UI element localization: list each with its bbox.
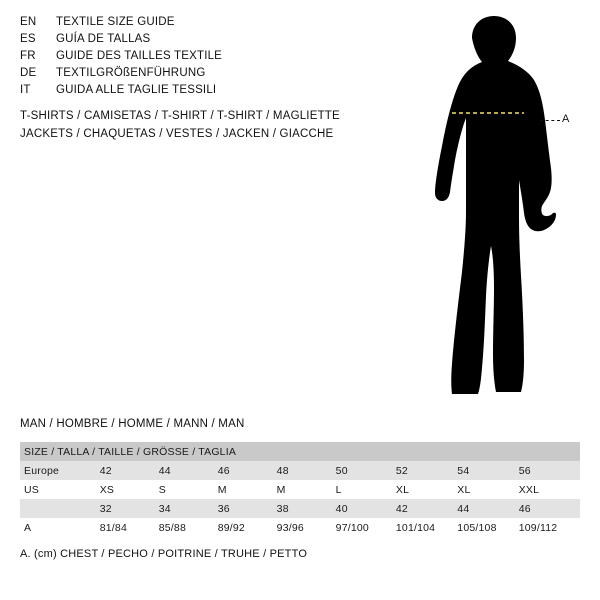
row-label: A — [20, 518, 100, 537]
language-code: DE — [20, 67, 37, 79]
garment-line-tshirts: T-SHIRTS / CAMISETAS / T-SHIRT / T-SHIRT / MAGLIETTE — [20, 110, 340, 122]
cell: 40 — [336, 499, 396, 518]
cell: 56 — [519, 461, 580, 480]
language-title: TEXTILGRÖßENFÜHRUNG — [56, 67, 206, 79]
table-row — [20, 499, 580, 518]
table-row — [20, 480, 580, 499]
cell: M — [277, 480, 336, 499]
language-title: GUIDA ALLE TAGLIE TESSILI — [56, 84, 217, 96]
silhouette-icon — [400, 8, 600, 408]
cell: 46 — [218, 461, 277, 480]
cell: XL — [457, 480, 518, 499]
cell: 38 — [277, 499, 336, 518]
cell: S — [159, 480, 218, 499]
footnote: A. (cm) CHEST / PECHO / POITRINE / TRUHE / PETTO — [20, 548, 308, 560]
language-title: TEXTILE SIZE GUIDE — [56, 16, 175, 28]
language-code: FR — [20, 50, 36, 62]
language-row — [20, 67, 360, 84]
cell: L — [336, 480, 396, 499]
cell: XXL — [519, 480, 580, 499]
cell: 34 — [159, 499, 218, 518]
table-title: MAN / HOMBRE / HOMME / MANN / MAN — [20, 418, 245, 430]
row-label: Europe — [20, 461, 100, 480]
language-row — [20, 50, 360, 67]
cell: 44 — [457, 499, 518, 518]
table-header-label: SIZE / TALLA / TAILLE / GRÖSSE / TAGLIA — [20, 442, 580, 461]
cell: 42 — [396, 499, 457, 518]
cell: M — [218, 480, 277, 499]
language-code: ES — [20, 33, 36, 45]
garment-category-list — [20, 110, 420, 146]
table-row — [20, 518, 580, 537]
cell: 32 — [100, 499, 159, 518]
cell: 85/88 — [159, 518, 218, 537]
cell: 44 — [159, 461, 218, 480]
size-table — [20, 442, 580, 537]
cell: 54 — [457, 461, 518, 480]
cell: 109/112 — [519, 518, 580, 537]
language-row — [20, 33, 360, 50]
cell: XS — [100, 480, 159, 499]
language-title: GUÍA DE TALLAS — [56, 33, 151, 45]
cell: 42 — [100, 461, 159, 480]
cell: 36 — [218, 499, 277, 518]
cell: 105/108 — [457, 518, 518, 537]
table-header-row — [20, 442, 580, 461]
cell: 50 — [336, 461, 396, 480]
language-list — [20, 16, 360, 101]
language-row — [20, 16, 360, 33]
cell: 48 — [277, 461, 336, 480]
language-code: EN — [20, 16, 37, 28]
cell: 89/92 — [218, 518, 277, 537]
cell: 101/104 — [396, 518, 457, 537]
measure-label-a: A — [562, 113, 570, 125]
language-title: GUIDE DES TAILLES TEXTILE — [56, 50, 223, 62]
male-silhouette-figure — [400, 8, 600, 408]
language-row — [20, 84, 360, 101]
row-label — [20, 499, 100, 518]
row-label: US — [20, 480, 100, 499]
cell: 81/84 — [100, 518, 159, 537]
garment-line-jackets: JACKETS / CHAQUETAS / VESTES / JACKEN / GIACCHE — [20, 128, 334, 140]
cell: 93/96 — [277, 518, 336, 537]
language-code: IT — [20, 84, 31, 96]
table-row — [20, 461, 580, 480]
measure-leader-line — [540, 120, 560, 121]
cell: 97/100 — [336, 518, 396, 537]
cell: XL — [396, 480, 457, 499]
cell: 46 — [519, 499, 580, 518]
cell: 52 — [396, 461, 457, 480]
